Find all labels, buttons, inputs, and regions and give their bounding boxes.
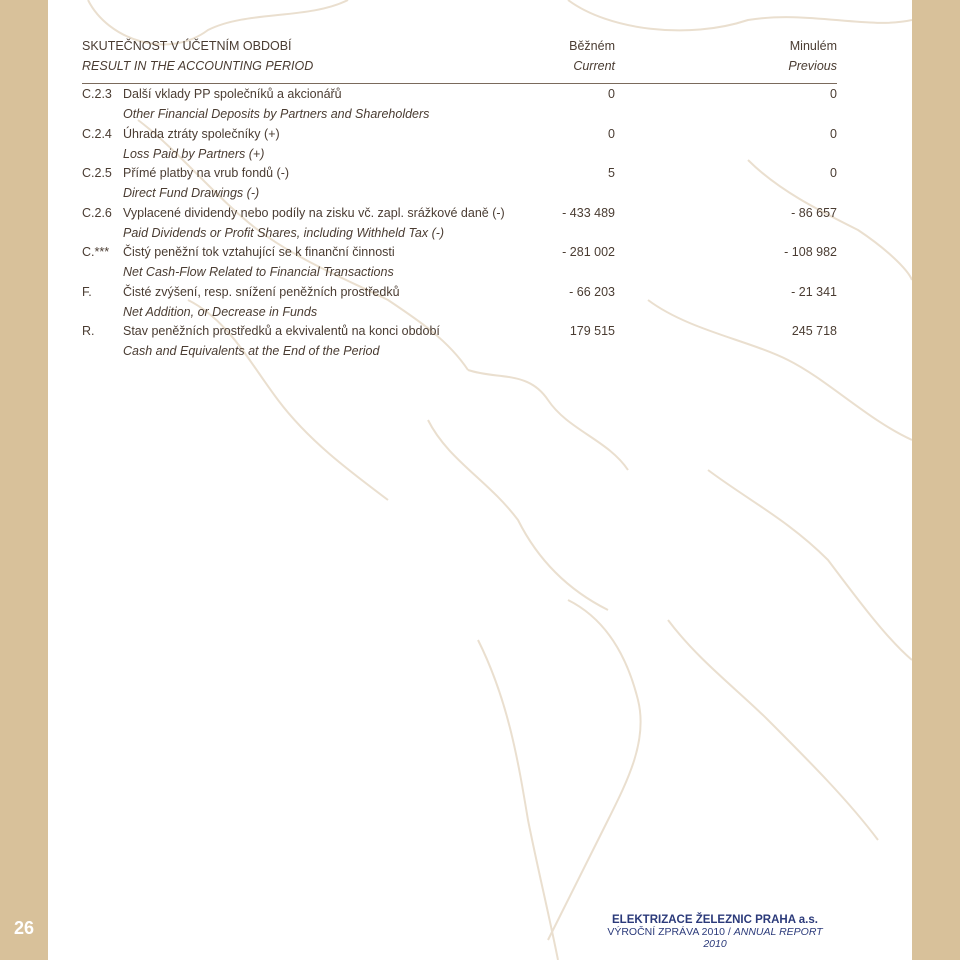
header-current-en: Current bbox=[573, 59, 615, 73]
row-code: C.2.4 bbox=[82, 127, 112, 141]
row-code: C.2.6 bbox=[82, 206, 112, 220]
row-current: 5 bbox=[608, 166, 615, 180]
row-desc-cz: Úhrada ztráty společníky (+) bbox=[123, 127, 280, 141]
row-desc-cz: Čisté zvýšení, resp. snížení peněžních prostředků bbox=[123, 285, 400, 299]
row-previous: 0 bbox=[830, 166, 837, 180]
row-desc-cz: Stav peněžních prostředků a ekvivalentů na konci období bbox=[123, 324, 440, 338]
row-current: - 433 489 bbox=[562, 206, 615, 220]
left-sidebar bbox=[0, 0, 48, 960]
header-previous-cz: Minulém bbox=[789, 39, 837, 53]
row-previous: 0 bbox=[830, 87, 837, 101]
header-divider bbox=[82, 83, 837, 84]
row-desc-en: Net Cash-Flow Related to Financial Transactions bbox=[123, 265, 394, 279]
company-name: ELEKTRIZACE ŽELEZNIC PRAHA a.s. bbox=[612, 914, 818, 926]
row-desc-en: Loss Paid by Partners (+) bbox=[123, 147, 265, 161]
row-desc-cz: Přímé platby na vrub fondů (-) bbox=[123, 166, 290, 180]
header-previous-en: Previous bbox=[788, 59, 837, 73]
page-number: 26 bbox=[13, 918, 35, 938]
report-title-cz: VÝROČNÍ ZPRÁVA 2010 / bbox=[607, 926, 734, 938]
footer bbox=[600, 914, 830, 950]
row-code: R. bbox=[82, 324, 95, 338]
row-desc-en: Other Financial Deposits by Partners and Shareholders bbox=[123, 107, 430, 121]
row-code: C.2.5 bbox=[82, 166, 112, 180]
row-current: 0 bbox=[608, 127, 615, 141]
row-current: - 66 203 bbox=[569, 285, 615, 299]
row-desc-en: Cash and Equivalents at the End of the Period bbox=[123, 344, 380, 358]
right-sidebar bbox=[912, 0, 960, 960]
row-current: 0 bbox=[608, 87, 615, 101]
row-previous: - 86 657 bbox=[791, 206, 837, 220]
row-current: 179 515 bbox=[569, 324, 615, 338]
header-title-en: RESULT IN THE ACCOUNTING PERIOD bbox=[82, 59, 314, 73]
row-desc-cz: Další vklady PP společníků a akcionářů bbox=[123, 87, 342, 101]
report-title-en: ANNUAL REPORT 2010 bbox=[703, 926, 823, 950]
row-previous: - 108 982 bbox=[784, 245, 837, 259]
world-map-background bbox=[48, 0, 912, 960]
row-desc-en: Net Addition, or Decrease in Funds bbox=[123, 305, 318, 319]
row-current: - 281 002 bbox=[562, 245, 615, 259]
header-title-cz: SKUTEČNOST V ÚČETNÍM OBDOBÍ bbox=[82, 39, 292, 53]
row-code: F. bbox=[82, 285, 92, 299]
row-desc-en: Paid Dividends or Profit Shares, including Withheld Tax (-) bbox=[123, 226, 445, 240]
row-code: C.*** bbox=[82, 245, 110, 259]
row-desc-cz: Vyplacené dividendy nebo podíly na zisku vč. zapl. srážkové daně (-) bbox=[123, 206, 505, 220]
row-previous: 0 bbox=[830, 127, 837, 141]
report-title bbox=[600, 926, 830, 950]
row-previous: 245 718 bbox=[791, 324, 837, 338]
header-current-cz: Běžném bbox=[569, 39, 615, 53]
row-desc-en: Direct Fund Drawings (-) bbox=[123, 186, 260, 200]
row-code: C.2.3 bbox=[82, 87, 112, 101]
row-previous: - 21 341 bbox=[791, 285, 837, 299]
row-desc-cz: Čistý peněžní tok vztahující se k finanční činnosti bbox=[123, 245, 395, 259]
